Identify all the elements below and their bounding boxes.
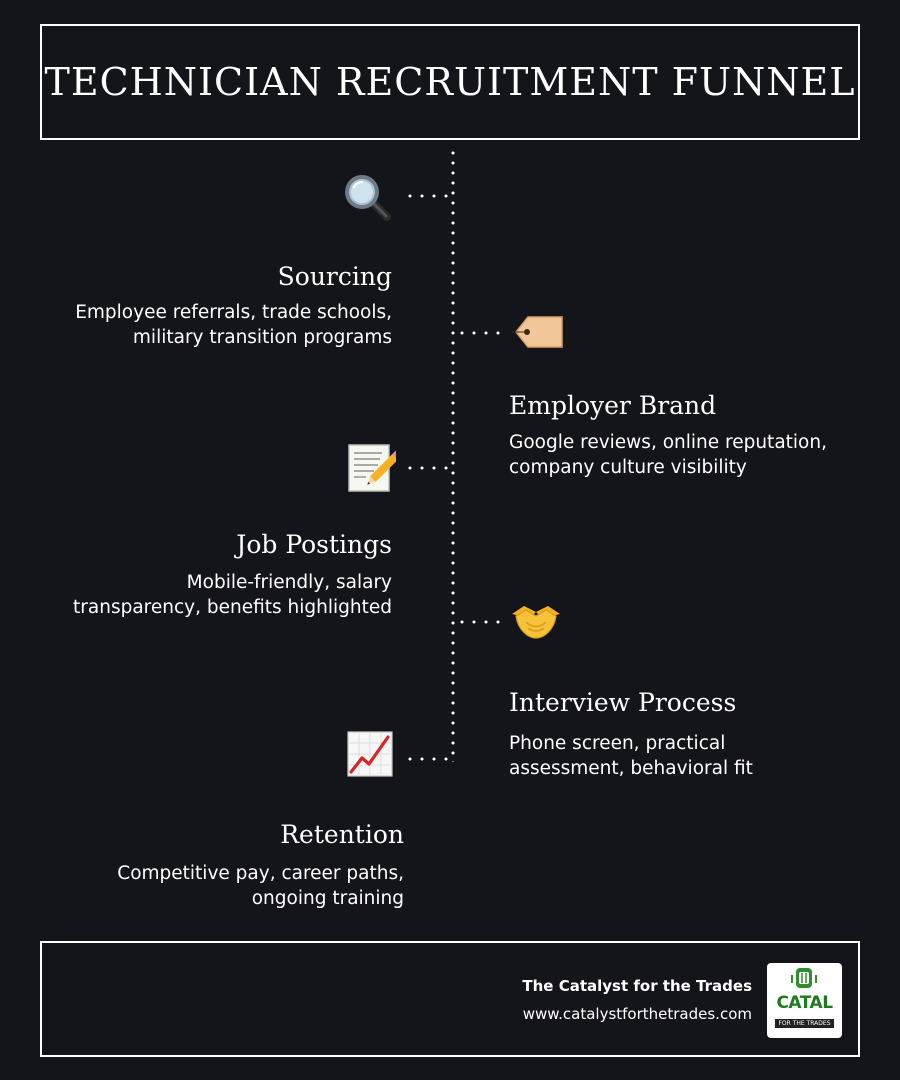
desc-line: ongoing training [251, 888, 404, 909]
brand-url[interactable]: www.catalystforthetrades.com [522, 1005, 752, 1023]
stage-desc-employer-brand [509, 430, 827, 480]
stage-title-retention: Retention [280, 820, 404, 849]
desc-line: Mobile-friendly, salary [186, 572, 392, 593]
connector-dots [456, 620, 504, 624]
price-tag-icon [512, 306, 564, 358]
stage-desc-interview-process [509, 731, 753, 781]
connector-dots [404, 757, 452, 761]
timeline-spine [451, 148, 455, 762]
handshake-icon [510, 596, 562, 648]
connector-dots [456, 331, 504, 335]
footer [40, 941, 860, 1057]
logo-wordmark: CATAL [776, 993, 833, 1013]
desc-line: company culture visibility [509, 457, 747, 478]
desc-line: Employee referrals, trade schools, [75, 302, 392, 323]
memo-pencil-icon [344, 442, 396, 494]
stage-title-sourcing: Sourcing [277, 262, 392, 291]
magnifying-glass-icon [342, 172, 394, 224]
page-title: TECHNICIAN RECRUITMENT FUNNEL [44, 60, 856, 104]
robot-icon [767, 963, 842, 993]
desc-line: Google reviews, online reputation, [509, 432, 827, 453]
desc-line: Phone screen, practical [509, 733, 726, 754]
stage-desc-retention [117, 861, 404, 911]
title-box [40, 24, 860, 140]
desc-line: Competitive pay, career paths, [117, 863, 404, 884]
connector-dots [404, 466, 450, 470]
desc-line: assessment, behavioral fit [509, 758, 753, 779]
logo-tagline: FOR THE TRADES [775, 1019, 834, 1028]
connector-dots [404, 194, 450, 198]
stage-title-job-postings: Job Postings [236, 530, 392, 559]
stage-title-employer-brand: Employer Brand [509, 391, 717, 420]
desc-line: military transition programs [132, 327, 392, 348]
brand-name: The Catalyst for the Trades [522, 977, 752, 995]
chart-increasing-icon [344, 728, 396, 780]
brand-logo [767, 963, 842, 1038]
stage-desc-sourcing [75, 300, 392, 350]
stage-title-interview-process: Interview Process [509, 688, 737, 717]
desc-line: transparency, benefits highlighted [73, 597, 392, 618]
stage-desc-job-postings [73, 570, 392, 620]
